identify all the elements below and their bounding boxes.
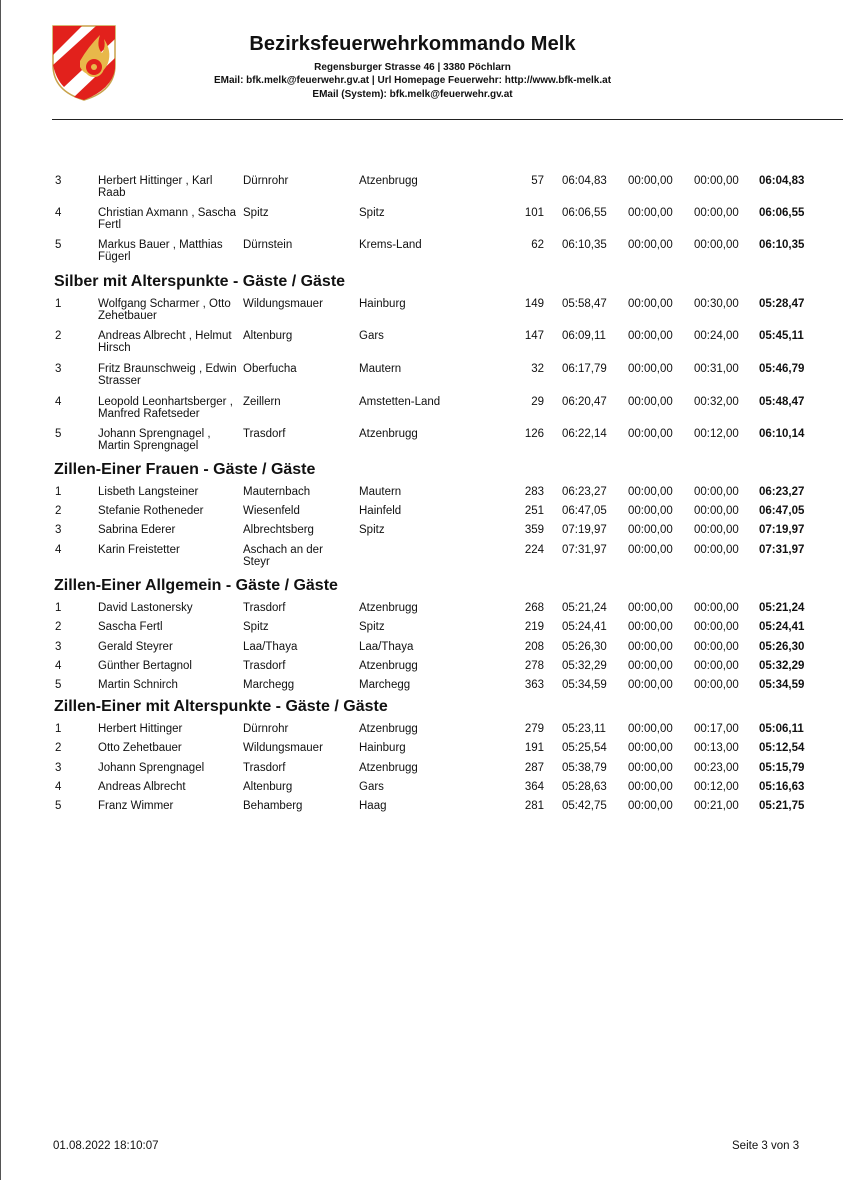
total-time-cell: 05:34,59	[759, 679, 805, 691]
penalty-time-cell: 00:00,00	[628, 428, 673, 440]
competitor-name-cell: Sabrina Ederer	[98, 524, 176, 536]
fire-brigade-cell: Wildungsmauer	[243, 742, 323, 754]
fire-brigade-cell: Dürnstein	[243, 239, 293, 251]
age-bonus-cell: 00:00,00	[694, 602, 739, 614]
fire-brigade-cell: Wildungsmauer	[243, 298, 323, 310]
start-number-cell: 149	[524, 298, 544, 310]
run-time-cell: 06:47,05	[562, 505, 607, 517]
fire-brigade-cell: Dürnrohr	[243, 723, 289, 735]
age-bonus-cell: 00:17,00	[694, 723, 739, 735]
penalty-time-cell: 00:00,00	[628, 641, 673, 653]
total-time-cell: 05:16,63	[759, 781, 805, 793]
total-time-cell: 05:21,24	[759, 602, 805, 614]
section-district-cell: Spitz	[359, 621, 385, 633]
penalty-time-cell: 00:00,00	[628, 524, 673, 536]
competitor-name-cell: Markus Bauer , Matthias Fügerl	[98, 239, 223, 263]
section-title: Zillen-Einer Frauen - Gäste / Gäste	[54, 461, 316, 478]
start-number-cell: 359	[524, 524, 544, 536]
rank-cell: 1	[55, 298, 62, 310]
competitor-name-cell: Gerald Steyrer	[98, 641, 173, 653]
fire-brigade-cell: Altenburg	[243, 330, 293, 342]
run-time-cell: 05:21,24	[562, 602, 607, 614]
rank-cell: 5	[55, 800, 62, 812]
fire-brigade-cell: Trasdorf	[243, 428, 286, 440]
run-time-cell: 05:24,41	[562, 621, 607, 633]
age-bonus-cell: 00:00,00	[694, 621, 739, 633]
run-time-cell: 07:19,97	[562, 524, 607, 536]
total-time-cell: 05:32,29	[759, 660, 805, 672]
total-time-cell: 07:19,97	[759, 524, 805, 536]
section-district-cell: Hainburg	[359, 298, 406, 310]
total-time-cell: 05:46,79	[759, 363, 805, 375]
penalty-time-cell: 00:00,00	[628, 762, 673, 774]
penalty-time-cell: 00:00,00	[628, 544, 673, 556]
section-district-cell: Atzenbrugg	[359, 660, 418, 672]
competitor-name-cell: Otto Zehetbauer	[98, 742, 182, 754]
run-time-cell: 05:28,63	[562, 781, 607, 793]
total-time-cell: 06:23,27	[759, 486, 805, 498]
total-time-cell: 05:21,75	[759, 800, 805, 812]
competitor-name-cell: Christian Axmann , Sascha Fertl	[98, 207, 237, 231]
section-district-cell: Gars	[359, 330, 384, 342]
age-bonus-cell: 00:00,00	[694, 544, 739, 556]
rank-cell: 4	[55, 781, 62, 793]
header-divider	[52, 119, 843, 120]
rank-cell: 2	[55, 621, 62, 633]
run-time-cell: 05:58,47	[562, 298, 607, 310]
fire-brigade-cell: Zeillern	[243, 396, 281, 408]
penalty-time-cell: 00:00,00	[628, 660, 673, 672]
start-number-cell: 208	[524, 641, 544, 653]
section-title: Silber mit Alterspunkte - Gäste / Gäste	[54, 273, 346, 290]
competitor-name-cell: Andreas Albrecht , Helmut Hirsch	[98, 330, 232, 354]
start-number-cell: 251	[524, 505, 544, 517]
run-time-cell: 06:20,47	[562, 396, 607, 408]
competitor-name-cell: Karin Freistetter	[98, 544, 180, 556]
total-time-cell: 06:10,14	[759, 428, 805, 440]
competitor-name-cell: Johann Sprengnagel	[98, 762, 205, 774]
competitor-name-cell: Johann Sprengnagel , Martin Sprengnagel	[98, 428, 211, 452]
penalty-time-cell: 00:00,00	[628, 742, 673, 754]
competitor-name-cell: Herbert Hittinger	[98, 723, 183, 735]
competitor-name-cell: Günther Bertagnol	[98, 660, 192, 672]
age-bonus-cell: 00:00,00	[694, 505, 739, 517]
section-district-cell: Hainfeld	[359, 505, 402, 517]
rank-cell: 2	[55, 505, 62, 517]
run-time-cell: 06:06,55	[562, 207, 607, 219]
penalty-time-cell: 00:00,00	[628, 781, 673, 793]
start-number-cell: 278	[524, 660, 544, 672]
rank-cell: 3	[55, 762, 62, 774]
section-district-cell: Laa/Thaya	[359, 641, 414, 653]
run-time-cell: 06:23,27	[562, 486, 607, 498]
fire-brigade-cell: Trasdorf	[243, 762, 286, 774]
section-district-cell: Marchegg	[359, 679, 411, 691]
start-number-cell: 191	[524, 742, 544, 754]
fire-brigade-cell: Albrechtsberg	[243, 524, 314, 536]
section-district-cell: Haag	[359, 800, 387, 812]
page-header	[0, 0, 866, 122]
penalty-time-cell: 00:00,00	[628, 679, 673, 691]
competitor-name-cell: David Lastonersky	[98, 602, 193, 614]
fire-brigade-cell: Oberfucha	[243, 363, 297, 375]
competitor-name-cell: Andreas Albrecht	[98, 781, 186, 793]
age-bonus-cell: 00:00,00	[694, 486, 739, 498]
fire-brigade-cell: Trasdorf	[243, 660, 286, 672]
rank-cell: 2	[55, 742, 62, 754]
age-bonus-cell: 00:00,00	[694, 679, 739, 691]
page-title: Bezirksfeuerwehrkommando Melk	[249, 33, 576, 55]
competitor-name-cell: Leopold Leonhartsberger , Manfred Rafetseder	[98, 396, 233, 420]
fire-brigade-cell: Wiesenfeld	[243, 505, 300, 517]
competitor-name-cell: Franz Wimmer	[98, 800, 174, 812]
address-line: Regensburger Strasse 46 | 3380 Pöchlarn	[314, 62, 511, 73]
competitor-name-cell: Stefanie Rotheneder	[98, 505, 204, 517]
section-district-cell: Atzenbrugg	[359, 175, 418, 187]
total-time-cell: 05:12,54	[759, 742, 805, 754]
start-number-cell: 62	[531, 239, 544, 251]
fire-brigade-cell: Laa/Thaya	[243, 641, 298, 653]
penalty-time-cell: 00:00,00	[628, 621, 673, 633]
section-district-cell: Atzenbrugg	[359, 762, 418, 774]
rank-cell: 1	[55, 486, 62, 498]
run-time-cell: 06:09,11	[562, 330, 606, 342]
fire-brigade-cell: Altenburg	[243, 781, 293, 793]
fire-brigade-cell: Behamberg	[243, 800, 303, 812]
age-bonus-cell: 00:12,00	[694, 781, 739, 793]
fire-brigade-cell: Spitz	[243, 621, 269, 633]
section-district-cell: Mautern	[359, 486, 402, 498]
penalty-time-cell: 00:00,00	[628, 298, 673, 310]
competitor-name-cell: Sascha Fertl	[98, 621, 163, 633]
rank-cell: 3	[55, 641, 62, 653]
run-time-cell: 05:25,54	[562, 742, 607, 754]
start-number-cell: 287	[524, 762, 544, 774]
section-district-cell: Spitz	[359, 524, 385, 536]
start-number-cell: 364	[524, 781, 544, 793]
total-time-cell: 05:24,41	[759, 621, 805, 633]
start-number-cell: 29	[531, 396, 544, 408]
age-bonus-cell: 00:00,00	[694, 524, 739, 536]
rank-cell: 1	[55, 723, 62, 735]
start-number-cell: 281	[524, 800, 544, 812]
run-time-cell: 05:32,29	[562, 660, 607, 672]
fire-brigade-cell: Mauternbach	[243, 486, 311, 498]
start-number-cell: 219	[524, 621, 544, 633]
section-district-cell: Krems-Land	[359, 239, 422, 251]
section-district-cell: Spitz	[359, 207, 385, 219]
fire-brigade-cell: Spitz	[243, 207, 269, 219]
section-title: Zillen-Einer Allgemein - Gäste / Gäste	[54, 577, 338, 594]
penalty-time-cell: 00:00,00	[628, 723, 673, 735]
start-number-cell: 268	[524, 602, 544, 614]
fire-brigade-cell: Marchegg	[243, 679, 295, 691]
rank-cell: 2	[55, 330, 62, 342]
start-number-cell: 101	[524, 207, 544, 219]
run-time-cell: 05:38,79	[562, 762, 607, 774]
rank-cell: 1	[55, 602, 62, 614]
rank-cell: 3	[55, 363, 62, 375]
penalty-time-cell: 00:00,00	[628, 239, 673, 251]
age-bonus-cell: 00:12,00	[694, 428, 739, 440]
section-district-cell: Amstetten-Land	[359, 396, 441, 408]
age-bonus-cell: 00:00,00	[694, 660, 739, 672]
section-district-cell: Hainburg	[359, 742, 406, 754]
total-time-cell: 05:45,11	[759, 330, 804, 342]
rank-cell: 5	[55, 239, 62, 251]
contact-line: EMail: bfk.melk@feuerwehr.gv.at | Url Homepage Feuerwehr: http://www.bfk-melk.at	[213, 75, 612, 86]
total-time-cell: 05:48,47	[759, 396, 805, 408]
start-number-cell: 126	[524, 428, 544, 440]
print-timestamp: 01.08.2022 18:10:07	[53, 1140, 159, 1152]
competitor-name-cell: Wolfgang Scharmer , Otto Zehetbauer	[98, 298, 231, 322]
penalty-time-cell: 00:00,00	[628, 602, 673, 614]
start-number-cell: 224	[524, 544, 544, 556]
fire-brigade-logo-icon	[52, 25, 116, 101]
penalty-time-cell: 00:00,00	[628, 486, 673, 498]
page-number: Seite 3 von 3	[732, 1140, 800, 1152]
total-time-cell: 06:06,55	[759, 207, 805, 219]
rank-cell: 5	[55, 679, 62, 691]
start-number-cell: 147	[524, 330, 544, 342]
rank-cell: 3	[55, 175, 62, 187]
start-number-cell: 57	[531, 175, 544, 187]
fire-brigade-cell: Trasdorf	[243, 602, 286, 614]
section-district-cell: Atzenbrugg	[359, 723, 418, 735]
competitor-name-cell: Lisbeth Langsteiner	[98, 486, 199, 498]
run-time-cell: 05:34,59	[562, 679, 607, 691]
start-number-cell: 363	[524, 679, 544, 691]
age-bonus-cell: 00:24,00	[694, 330, 739, 342]
total-time-cell: 06:10,35	[759, 239, 805, 251]
page-left-border	[0, 0, 1, 1180]
total-time-cell: 05:28,47	[759, 298, 805, 310]
section-district-cell: Mautern	[359, 363, 402, 375]
rank-cell: 4	[55, 544, 62, 556]
fire-brigade-cell: Dürnrohr	[243, 175, 289, 187]
run-time-cell: 05:26,30	[562, 641, 607, 653]
age-bonus-cell: 00:00,00	[694, 175, 739, 187]
age-bonus-cell: 00:31,00	[694, 363, 739, 375]
competitor-name-cell: Martin Schnirch	[98, 679, 178, 691]
run-time-cell: 05:23,11	[562, 723, 606, 735]
run-time-cell: 05:42,75	[562, 800, 607, 812]
section-district-cell: Atzenbrugg	[359, 602, 418, 614]
rank-cell: 4	[55, 396, 62, 408]
run-time-cell: 06:22,14	[562, 428, 607, 440]
rank-cell: 4	[55, 660, 62, 672]
total-time-cell: 05:15,79	[759, 762, 805, 774]
age-bonus-cell: 00:32,00	[694, 396, 739, 408]
age-bonus-cell: 00:00,00	[694, 641, 739, 653]
total-time-cell: 06:04,83	[759, 175, 805, 187]
penalty-time-cell: 00:00,00	[628, 330, 673, 342]
penalty-time-cell: 00:00,00	[628, 175, 673, 187]
competitor-name-cell: Fritz Braunschweig , Edwin Strasser	[98, 363, 237, 387]
age-bonus-cell: 00:23,00	[694, 762, 739, 774]
run-time-cell: 06:10,35	[562, 239, 607, 251]
penalty-time-cell: 00:00,00	[628, 363, 673, 375]
run-time-cell: 06:04,83	[562, 175, 607, 187]
system-email-line: EMail (System): bfk.melk@feuerwehr.gv.at	[312, 89, 513, 100]
total-time-cell: 05:06,11	[759, 723, 804, 735]
start-number-cell: 283	[524, 486, 544, 498]
start-number-cell: 32	[531, 363, 544, 375]
section-district-cell: Atzenbrugg	[359, 428, 418, 440]
total-time-cell: 07:31,97	[759, 544, 805, 556]
age-bonus-cell: 00:13,00	[694, 742, 739, 754]
age-bonus-cell: 00:00,00	[694, 239, 739, 251]
total-time-cell: 06:47,05	[759, 505, 805, 517]
penalty-time-cell: 00:00,00	[628, 207, 673, 219]
penalty-time-cell: 00:00,00	[628, 396, 673, 408]
penalty-time-cell: 00:00,00	[628, 505, 673, 517]
total-time-cell: 05:26,30	[759, 641, 805, 653]
section-title: Zillen-Einer mit Alterspunkte - Gäste / Gäste	[54, 698, 388, 715]
rank-cell: 5	[55, 428, 62, 440]
penalty-time-cell: 00:00,00	[628, 800, 673, 812]
start-number-cell: 279	[524, 723, 544, 735]
run-time-cell: 06:17,79	[562, 363, 607, 375]
competitor-name-cell: Herbert Hittinger , Karl Raab	[98, 175, 213, 199]
age-bonus-cell: 00:00,00	[694, 207, 739, 219]
rank-cell: 4	[55, 207, 62, 219]
fire-brigade-cell: Aschach an der Steyr	[243, 544, 323, 568]
section-district-cell: Gars	[359, 781, 384, 793]
age-bonus-cell: 00:30,00	[694, 298, 739, 310]
age-bonus-cell: 00:21,00	[694, 800, 739, 812]
run-time-cell: 07:31,97	[562, 544, 607, 556]
rank-cell: 3	[55, 524, 62, 536]
